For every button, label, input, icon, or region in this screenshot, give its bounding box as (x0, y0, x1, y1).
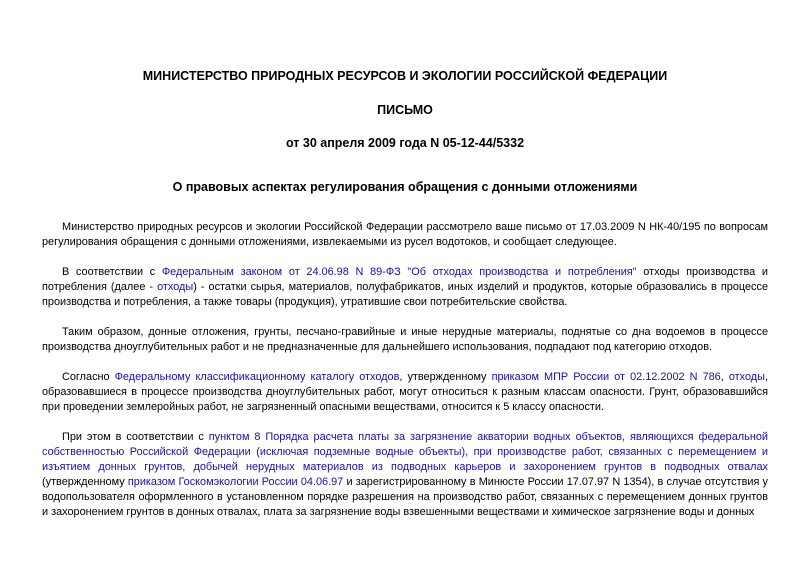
document-subject: О правовых аспектах регулирования обращения с донными отложениями (172, 180, 638, 194)
payment-procedure-link[interactable]: пунктом 8 Порядка расчета платы за загрязнение акватории водных объектов, являющихся федеральной собственностью Российской Федерации (исключая подземные водные объекты), при производстве работ, связанных с перемещением и изъятием донных грунтов, добычей нерудных материалов из подводных карьеров и захоронением грунтов в подводных отвалах (42, 431, 768, 473)
text-run: , (720, 371, 729, 383)
paragraph-4 (42, 370, 768, 415)
document-date-number: от 30 апреля 2009 года N 05-12-44/5332 (285, 136, 525, 150)
text-run: , утвержденному (399, 371, 492, 383)
goskomecology-order-link[interactable]: приказом Госкомэкологии России 04.06.97 (127, 476, 344, 488)
text-run: В соответствии с (62, 266, 162, 278)
ministry-heading: МИНИСТЕРСТВО ПРИРОДНЫХ РЕСУРСОВ И ЭКОЛОГИИ РОССИЙСКОЙ ФЕДЕРАЦИИ (142, 69, 668, 83)
text-run: и зарегистрированному в Минюсте России 17.07.97 N 1354), в случае отсутствия у водопользователя оформленного в установленном порядке разрешения на производство работ, связанных с перемещением донных грунтов и захоронением грунтов в донных отвалах, плата за загрязнение воды взвешенными веществами и химическое загрязнение воды и донных (42, 476, 769, 518)
paragraph-3: Таким образом, донные отложения, грунты, песчано-гравийные и иные нерудные материалы, поднятые со дна водоемов в процессе производства дноуглубительных работ и не предназначенные для дальнейшего использования, подпадают под категорию отходов. (42, 326, 768, 353)
text-run: Согласно (62, 371, 115, 383)
document-type: ПИСЬМО (377, 103, 433, 117)
federal-law-link[interactable]: Федеральным законом от 24.06.98 N 89-ФЗ "Об отходах производства и потребления" (161, 266, 637, 278)
waste-catalog-link[interactable]: Федеральному классификационному каталогу отходов (114, 371, 400, 383)
text-run: отходы производства и потребления (далее - (42, 266, 768, 293)
paragraph-1: Министерство природных ресурсов и экологии Российской Федерации рассмотрело ваше письмо от 17.03.2009 N НК-40/195 по вопросам регулирования обращения с донными отложениями, извлекаемыми из русел водотоков, и сообщает следующее. (42, 221, 768, 248)
text-run: (утвержденному (42, 476, 128, 488)
text-run: ) - остатки сырья, материалов, полуфабрикатов, иных изделий и продуктов, которые образовались в процессе производства и потребления, а также товары (продукция), утратившие свои потребительские свойства. (42, 281, 769, 308)
waste-definition-link[interactable]: отходы (157, 281, 194, 293)
text-run: , образовавшиеся в процессе производства дноуглубительных работ, могут относиться к разным классам опасности. Грунт, образовавшийся при проведении землеройных работ, не загрязненный опасными веществами, относится к 5 классу опасности. (42, 371, 769, 413)
mpr-order-link[interactable]: приказом МПР России от 02.12.2002 N 786 (491, 371, 721, 383)
text-run: При этом в соответствии с (62, 431, 209, 443)
paragraph-2 (42, 265, 768, 310)
document-body (42, 220, 768, 520)
paragraph-5 (42, 430, 768, 520)
waste-link[interactable]: отходы (728, 371, 765, 383)
